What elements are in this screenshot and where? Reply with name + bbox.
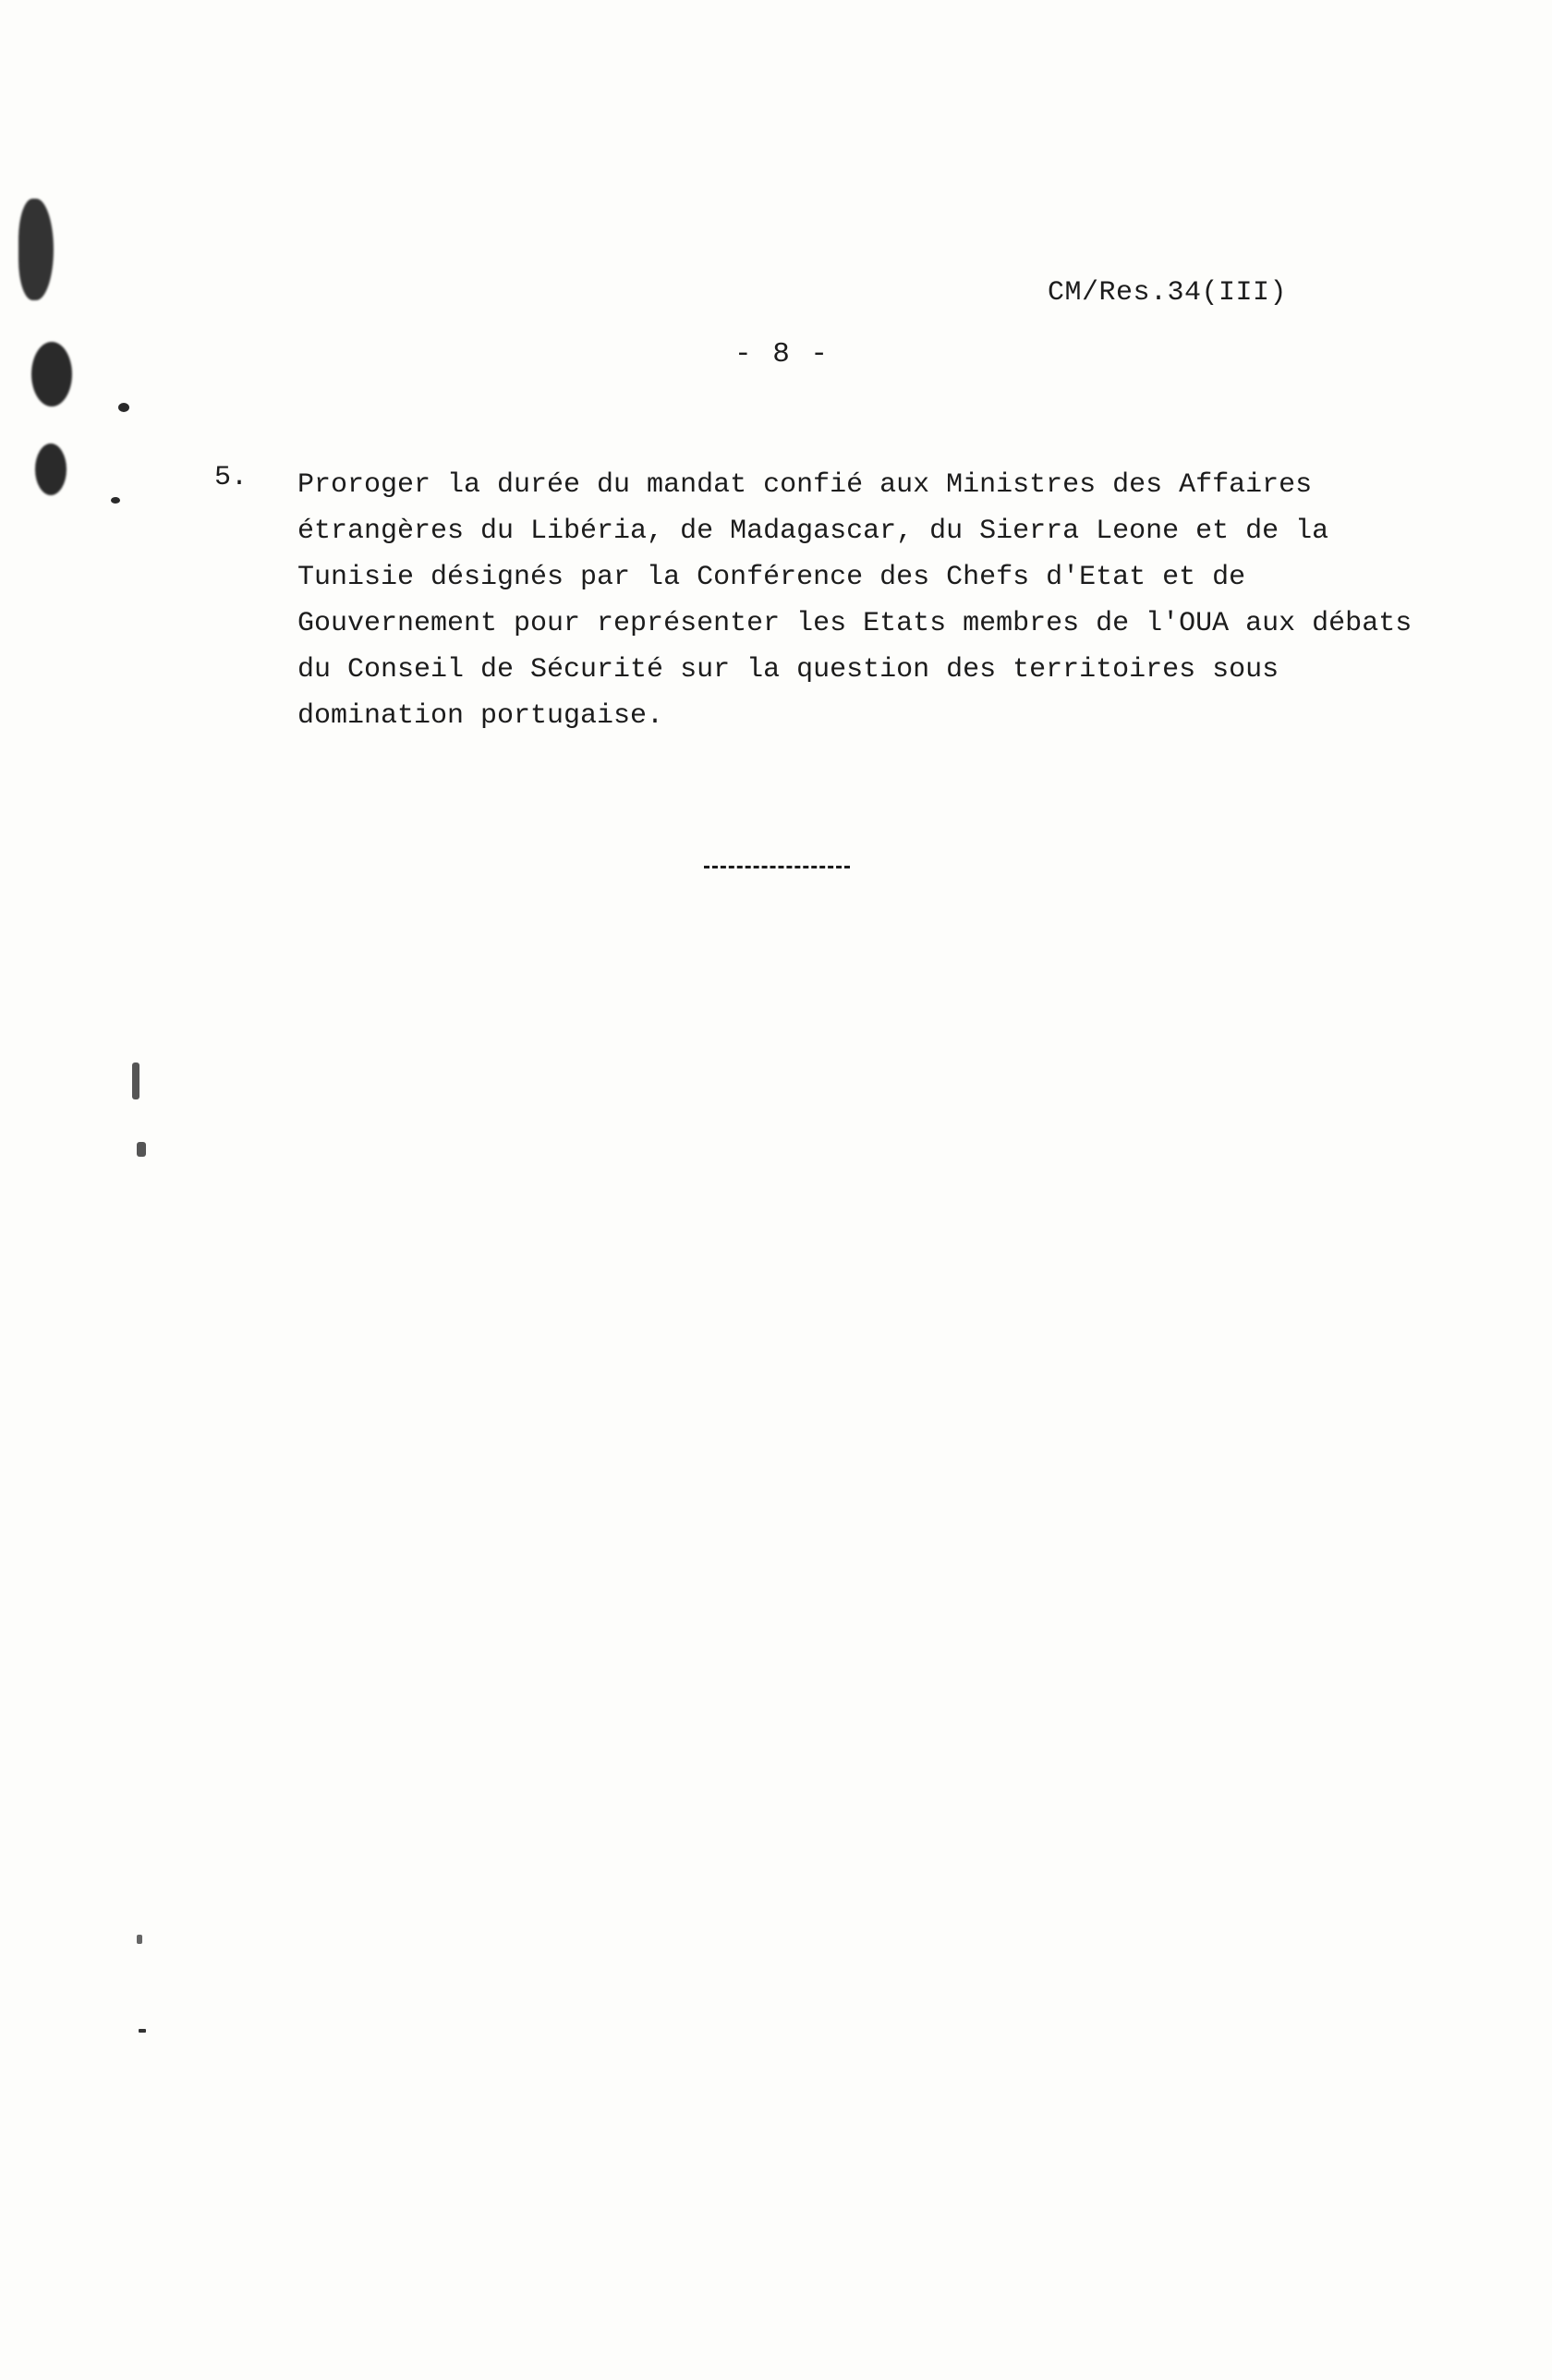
scan-mark bbox=[118, 403, 129, 412]
scan-mark bbox=[35, 443, 67, 495]
scan-mark bbox=[139, 2029, 146, 2033]
scan-mark bbox=[31, 342, 72, 407]
document-reference: CM/Res.34(III) bbox=[1048, 277, 1288, 309]
item-number: 5. bbox=[214, 462, 249, 493]
scan-mark bbox=[18, 199, 54, 300]
scan-mark bbox=[137, 1142, 146, 1157]
end-separator bbox=[704, 866, 850, 868]
scan-mark bbox=[111, 497, 120, 504]
item-text: Proroger la durée du mandat confié aux Ministres des Affaires étrangères du Libéria, de Madagascar, du Sierra Leone et de la Tunisie désignés par la Conférence des Chefs d'Etat et de Gouvernement pour représenter les Etats membres de l'OUA aux débats du Conseil de Sécurité sur la question des territoires sous domination portugaise. bbox=[297, 469, 1413, 732]
scan-mark bbox=[137, 1935, 142, 1944]
scan-mark bbox=[132, 1062, 139, 1099]
page-number: - 8 - bbox=[734, 338, 831, 370]
